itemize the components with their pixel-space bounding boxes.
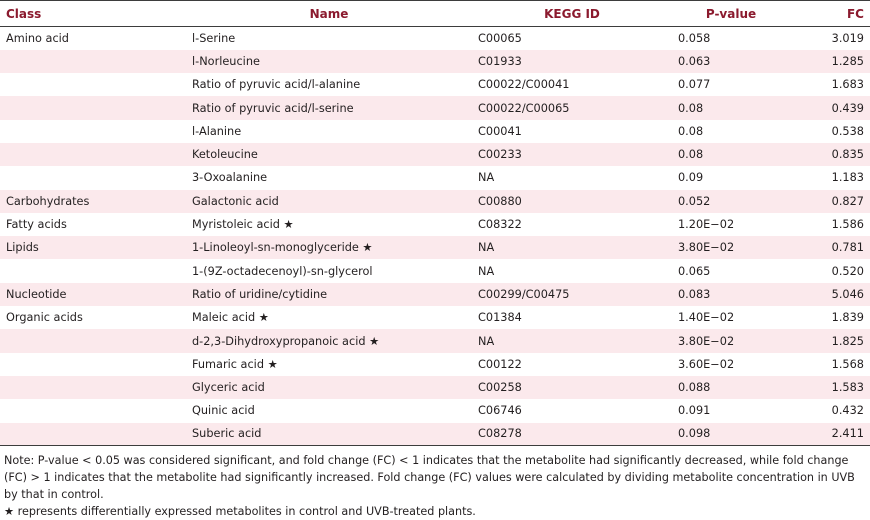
- cell-p-value: 0.065: [678, 264, 711, 278]
- cell-fc: 5.046: [831, 287, 864, 301]
- cell-p-value: 0.09: [678, 171, 704, 185]
- table-row: [0, 236, 870, 259]
- table-row: [0, 96, 870, 119]
- cell-name: 1-Linoleoyl-sn-monoglyceride ★: [192, 241, 373, 255]
- cell-fc: 0.538: [831, 124, 864, 138]
- table-body: [0, 27, 870, 446]
- cell-class: [0, 399, 186, 422]
- cell-name: Myristoleic acid ★: [192, 218, 294, 232]
- cell-name: 3-Oxoalanine: [192, 171, 268, 185]
- cell-name: Suberic acid: [186, 423, 472, 446]
- cell-name: Ratio of pyruvic acid/l-alanine: [192, 78, 361, 92]
- table-header-row: [0, 1, 870, 27]
- header-kegg-id: KEGG ID: [472, 1, 672, 27]
- cell-name: Ratio of pyruvic acid/l-serine: [192, 101, 354, 115]
- table-row: [0, 27, 870, 50]
- cell-p-value: 1.40E−02: [678, 311, 735, 325]
- cell-class: [0, 120, 186, 143]
- cell-fc: 0.432: [831, 404, 864, 418]
- cell-kegg-id: NA: [478, 171, 495, 185]
- cell-kegg-id: C00122: [478, 357, 522, 371]
- cell-kegg-id: C00041: [478, 124, 522, 138]
- table-row: [0, 213, 870, 236]
- table-footnote: [0, 446, 870, 520]
- table-row: [0, 423, 870, 446]
- table-row: [0, 259, 870, 282]
- cell-class: [0, 423, 186, 446]
- cell-p-value: 3.60E−02: [678, 357, 735, 371]
- cell-name: Galactonic acid: [192, 194, 279, 208]
- cell-fc: 1.183: [831, 171, 864, 185]
- table-row: [0, 143, 870, 166]
- cell-class: [0, 143, 186, 166]
- cell-class: Nucleotide: [6, 287, 67, 301]
- cell-kegg-id: C00880: [478, 194, 522, 208]
- cell-name: d-2,3-Dihydroxypropanoic acid ★: [192, 334, 380, 348]
- cell-p-value: 0.098: [672, 423, 790, 446]
- table-row: [0, 376, 870, 399]
- cell-p-value: 3.80E−02: [678, 241, 735, 255]
- cell-class: [0, 353, 186, 376]
- table-row: [0, 329, 870, 352]
- cell-class: [0, 376, 186, 399]
- cell-kegg-id: C08278: [472, 423, 672, 446]
- table-row: [0, 399, 870, 422]
- cell-kegg-id: C08322: [478, 218, 522, 232]
- header-class: Class: [0, 1, 186, 27]
- cell-class: [0, 96, 186, 119]
- cell-fc: 1.586: [831, 218, 864, 232]
- cell-fc: 1.285: [831, 54, 864, 68]
- cell-fc: 1.583: [831, 381, 864, 395]
- cell-fc: 1.568: [831, 357, 864, 371]
- table-row: [0, 306, 870, 329]
- cell-p-value: 0.091: [678, 404, 711, 418]
- cell-p-value: 0.083: [678, 287, 711, 301]
- cell-p-value: 0.08: [678, 124, 704, 138]
- cell-class: [0, 329, 186, 352]
- cell-kegg-id: C00299/C00475: [478, 287, 570, 301]
- cell-class: Amino acid: [6, 31, 69, 45]
- cell-fc: 0.827: [831, 194, 864, 208]
- cell-p-value: 0.052: [678, 194, 711, 208]
- table-row: [0, 120, 870, 143]
- cell-name: Ketoleucine: [192, 148, 258, 162]
- table-row: [0, 283, 870, 306]
- table-row: [0, 353, 870, 376]
- cell-name: l-Norleucine: [192, 54, 260, 68]
- header-fc: FC: [790, 1, 870, 27]
- cell-fc: 0.439: [831, 101, 864, 115]
- cell-kegg-id: C00065: [478, 31, 522, 45]
- table-row: [0, 73, 870, 96]
- cell-fc: 2.411: [790, 423, 870, 446]
- cell-name: l-Serine: [192, 31, 236, 45]
- footnote-star-legend: ★ represents differentially expressed metabolites in control and UVB-treated plants.: [4, 505, 476, 519]
- cell-kegg-id: NA: [478, 241, 495, 255]
- cell-kegg-id: C00233: [478, 148, 522, 162]
- cell-name: l-Alanine: [192, 124, 242, 138]
- cell-fc: 0.520: [831, 264, 864, 278]
- cell-class: [0, 259, 186, 282]
- cell-fc: 3.019: [831, 31, 864, 45]
- cell-class: Organic acids: [6, 311, 83, 325]
- cell-name: Glyceric acid: [192, 381, 265, 395]
- cell-class: Lipids: [6, 241, 39, 255]
- cell-class: Fatty acids: [6, 218, 67, 232]
- cell-class: [0, 166, 186, 189]
- cell-name: Maleic acid ★: [192, 311, 269, 325]
- header-p-value: P-value: [672, 1, 790, 27]
- cell-p-value: 0.063: [678, 54, 711, 68]
- cell-p-value: 1.20E−02: [678, 218, 735, 232]
- cell-fc: 1.825: [831, 334, 864, 348]
- cell-kegg-id: C00022/C00041: [478, 78, 570, 92]
- cell-kegg-id: C00258: [478, 381, 522, 395]
- cell-p-value: 0.088: [678, 381, 711, 395]
- cell-class: [0, 50, 186, 73]
- cell-name: 1-(9Z-octadecenoyl)-sn-glycerol: [192, 264, 373, 278]
- cell-class: Carbohydrates: [6, 194, 90, 208]
- cell-p-value: 0.08: [678, 101, 704, 115]
- cell-p-value: 0.077: [678, 78, 711, 92]
- cell-kegg-id: NA: [478, 264, 495, 278]
- cell-fc: 1.839: [831, 311, 864, 325]
- cell-p-value: 0.058: [678, 31, 711, 45]
- cell-fc: 0.781: [831, 241, 864, 255]
- cell-fc: 0.835: [831, 148, 864, 162]
- table-row: [0, 166, 870, 189]
- cell-kegg-id: C01933: [478, 54, 522, 68]
- table-row: [0, 50, 870, 73]
- footnote-text: Note: P-value < 0.05 was considered significant, and fold change (FC) < 1 indicates that the metabolite had significantly decreased, while fold change (FC) > 1 indicates that the metabolite had significantly increased. Fold change (FC) values were calculated by dividing metabolite concentration in UVB by that in control.: [4, 454, 855, 502]
- cell-name: Fumaric acid ★: [192, 357, 278, 371]
- cell-fc: 1.683: [831, 78, 864, 92]
- header-name: Name: [186, 1, 472, 27]
- cell-kegg-id: C00022/C00065: [478, 101, 570, 115]
- cell-class: [0, 73, 186, 96]
- table-row: [0, 190, 870, 213]
- cell-p-value: 3.80E−02: [678, 334, 735, 348]
- cell-name: Quinic acid: [192, 404, 255, 418]
- cell-kegg-id: C06746: [478, 404, 522, 418]
- cell-p-value: 0.08: [678, 148, 704, 162]
- cell-kegg-id: C01384: [478, 311, 522, 325]
- cell-name: Ratio of uridine/cytidine: [192, 287, 328, 301]
- cell-kegg-id: NA: [478, 334, 495, 348]
